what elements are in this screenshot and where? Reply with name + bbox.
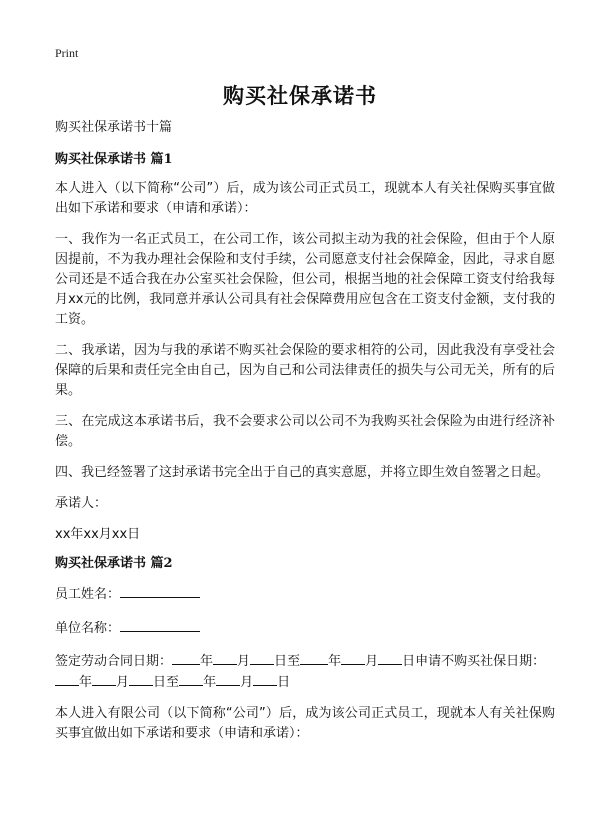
- blank: [250, 651, 274, 665]
- section-1-intro: 本人进入（以下简称“公司”）后，成为该公司正式员工，现就本人有关社保购买事宜做出如下承诺和要求（申请和承诺）：: [55, 181, 555, 216]
- section-2-heading: 购买社保承诺书 篇2: [55, 556, 173, 571]
- blank: [55, 672, 79, 686]
- day-text: 日: [153, 675, 167, 690]
- blank: [300, 651, 328, 665]
- blank: [129, 672, 153, 686]
- employee-name-field: [55, 583, 555, 605]
- section-1-paragraph-3: 三、在完成这本承诺书后，我不会要求公司以公司不为我购买社会保险为由进行经济补偿。: [55, 414, 555, 449]
- to-text: 至: [287, 654, 301, 669]
- print-label: Print: [55, 46, 79, 60]
- to-text: 至: [166, 675, 180, 690]
- blank: [179, 672, 203, 686]
- blank: [253, 672, 277, 686]
- employer-blank: [120, 617, 200, 632]
- day-text: 日: [277, 675, 291, 690]
- blank: [92, 672, 116, 686]
- contract-date-label: 签定劳动合同日期：: [55, 654, 173, 669]
- employee-name-label: 员工姓名：: [55, 587, 121, 602]
- blank: [213, 651, 237, 665]
- month-text: 月: [240, 675, 254, 690]
- day-text: 日: [274, 654, 288, 669]
- section-1-heading: 购买社保承诺书 篇1: [55, 152, 173, 167]
- contract-date-field: [55, 651, 555, 693]
- document-subtitle: 购买社保承诺书十篇: [55, 120, 173, 135]
- year-text: 年: [203, 675, 217, 690]
- employer-label: 单位名称：: [55, 621, 121, 636]
- year-text: 年: [328, 654, 342, 669]
- blank: [341, 651, 365, 665]
- blank: [216, 672, 240, 686]
- blank: [378, 651, 402, 665]
- month-text: 月: [237, 654, 251, 669]
- section-2-intro: 本人进入有限公司（以下简称“公司”）后，成为该公司正式员工，现就本人有关社保购买事宜做出如下承诺和要求（申请和承诺）：: [55, 706, 555, 741]
- blank: [172, 651, 200, 665]
- section-1-paragraph-2: 二、我承诺，因为与我的承诺不购买社会保险的要求相符的公司，因此我没有享受社会保障的后果和责任完全由自己，因为自己和公司法律责任的损失与公司无关，所有的后果。: [55, 343, 555, 398]
- document-body: [55, 118, 555, 755]
- section-1-paragraph-1: 一、我作为一名正式员工，在公司工作，该公司拟主动为我的社会保险，但由于个人原因提前，不为我办理社会保险和支付手续，公司愿意支付社会保障金，因此，寻求自愿公司还是不适合我在办公室买社会保险，但公司，根据当地的社会保障工资支付给我每月xx元的比例，我同意并承认公司具有社会保障费用应包含在工资支付金额，支付我的工资。: [55, 232, 555, 327]
- year-text: 年: [200, 654, 214, 669]
- sign-date: xx年xx月xx日: [55, 527, 141, 542]
- employee-name-blank: [120, 583, 200, 598]
- apply-date-label: 申请不购买社保日期：: [415, 654, 546, 669]
- month-text: 月: [116, 675, 130, 690]
- section-1-paragraph-4: 四、我已经签署了这封承诺书完全出于自己的真实意愿，并将立即生效自签署之日起。: [55, 465, 550, 480]
- employer-field: [55, 617, 555, 639]
- year-text: 年: [79, 675, 93, 690]
- page-title: 购买社保承诺书: [223, 84, 377, 108]
- month-text: 月: [365, 654, 379, 669]
- signer-label: 承诺人：: [55, 496, 108, 511]
- day-text: 日: [402, 654, 416, 669]
